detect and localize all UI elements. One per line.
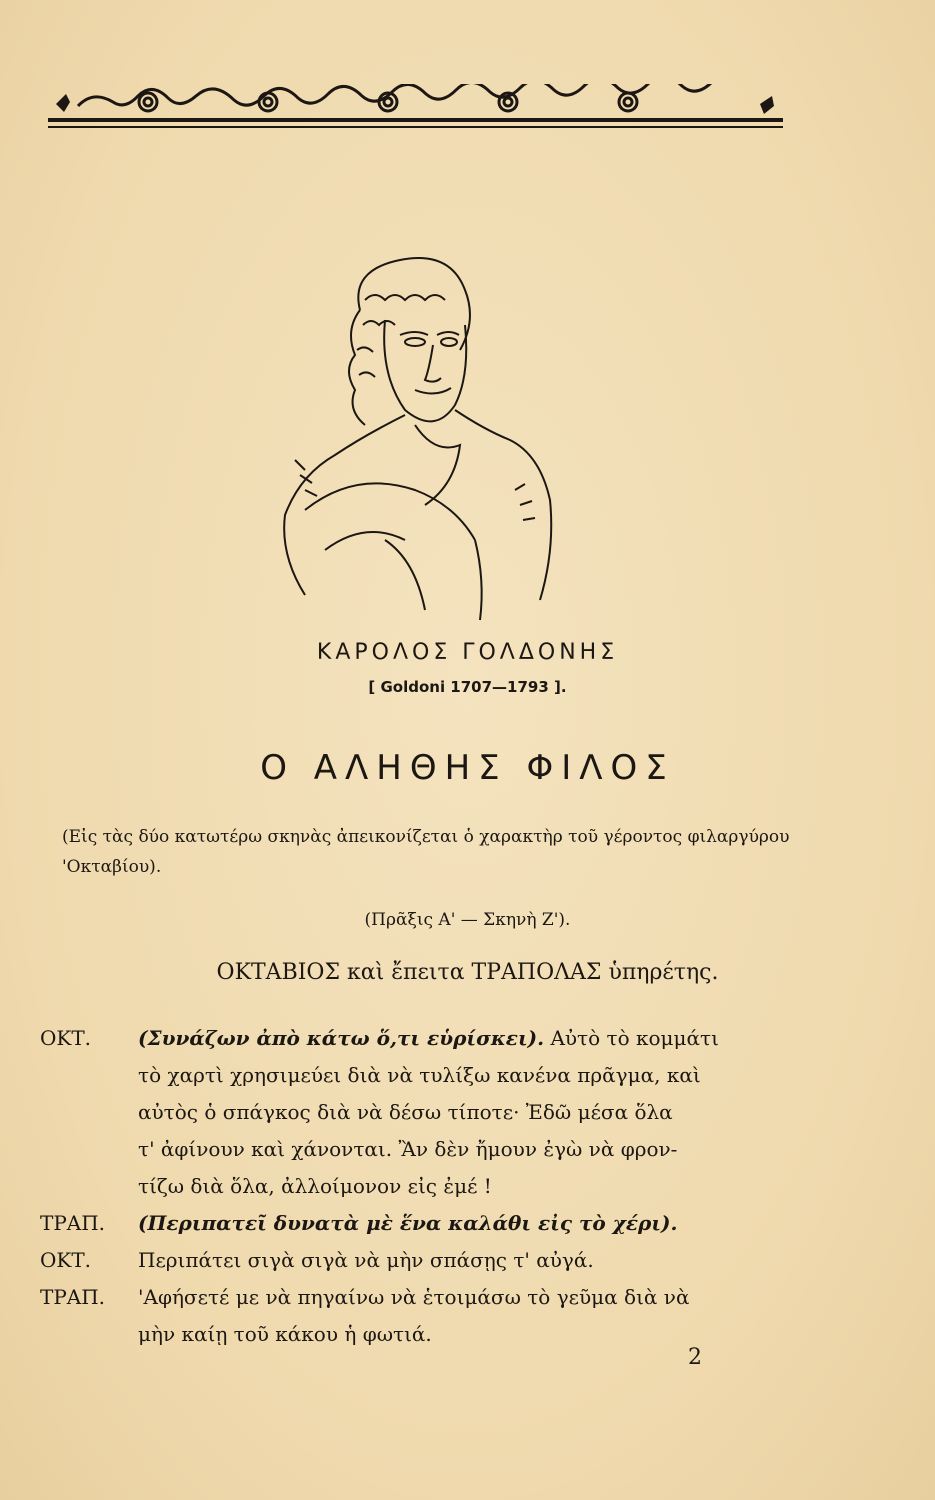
speaker-label: ΤΡΑΠ. [40, 1285, 106, 1309]
stage-direction: (Συνάζων ἀπὸ κάτω ὅ,τι εὑρίσκει). [138, 1026, 545, 1050]
speech-line: Περιπάτει σιγὰ σιγὰ νὰ μὴν σπάσῃς τ' αὐγά. [138, 1248, 594, 1272]
speech-line: τίζω διὰ ὅλα, ἀλλοίμονον εἰς ἐμέ ! [138, 1174, 492, 1198]
speaker-label: ΟΚΤ. [40, 1026, 92, 1050]
speech-line: Αὐτὸ τὸ κομμάτι [550, 1026, 719, 1050]
author-dates: [ Goldoni 1707—1793 ]. [368, 678, 567, 696]
play-title: Ο ΑΛΗΘΗΣ ΦΙΛΟΣ [260, 748, 675, 788]
page-number: 2 [688, 1345, 702, 1370]
speech-line: μὴν καίῃ τοῦ κάκου ἡ φωτιά. [138, 1322, 432, 1346]
speech-line: τὸ χαρτὶ χρησιμεύει διὰ νὰ τυλίξω κανένα πρᾶγμα, καὶ [138, 1063, 701, 1087]
speaker-label: ΟΚΤ. [40, 1248, 92, 1272]
intro-note: (Εἰς τὰς δύο κατωτέρω σκηνὰς ἀπεικονίζεται ὁ χαρακτὴρ τοῦ γέροντος φιλαργύρου 'Οκταβίου). [62, 827, 790, 877]
speech-line: τ' ἀφίνουν καὶ χάνονται. Ἂν δὲν ἤμουν ἐγὼ νὰ φρον- [138, 1137, 678, 1161]
portrait-illustration [265, 250, 575, 630]
stage-direction: (Περιπατεῖ δυνατὰ μὲ ἕνα καλάθι εἰς τὸ χέρι). [138, 1211, 678, 1235]
speech-text [138, 1020, 828, 1057]
ornamental-border-icon [48, 84, 783, 132]
speech-line: αὐτὸς ὁ σπάγκος διὰ νὰ δέσω τίποτε· Ἐδῶ μέσα ὅλα [138, 1100, 673, 1124]
characters-heading: ΟΚΤΑΒΙΟΣ καὶ ἔπειτα ΤΡΑΠΟΛΑΣ ὑπηρέτης. [216, 960, 719, 985]
speech-line: 'Αφήσετέ με νὰ πηγαίνω νὰ ἑτοιμάσω τὸ γεῦμα διὰ νὰ [138, 1285, 690, 1309]
speaker-label: ΤΡΑΠ. [40, 1211, 106, 1235]
author-name: ΚΑΡΟΛΟΣ ΓΟΛΔΟΝΗΣ [316, 640, 619, 665]
act-scene-heading: (Πρᾶξις Α' — Σκηνὴ Ζ'). [364, 910, 571, 930]
